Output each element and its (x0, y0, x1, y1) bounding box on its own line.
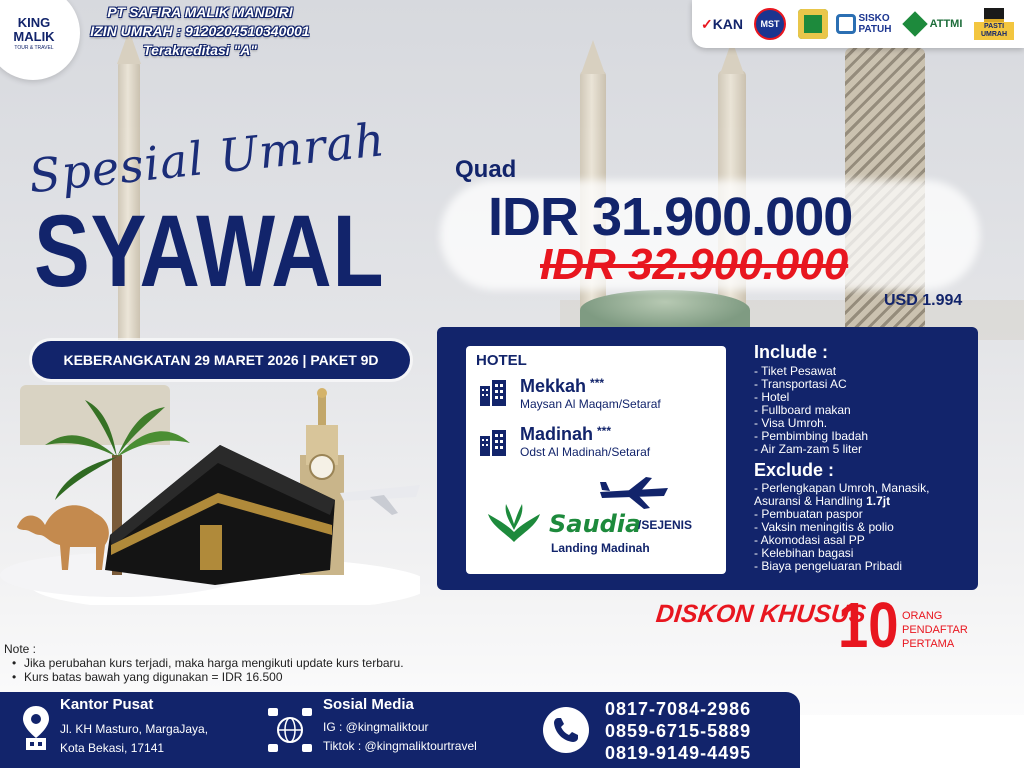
hotel-name-mekkah: Maysan Al Maqam/Setaraf (520, 397, 661, 411)
price-usd: USD 1.994 (884, 292, 963, 309)
building-icon (478, 378, 508, 406)
kaaba-illustration (0, 385, 420, 605)
phone-icon (543, 707, 589, 753)
include-list (754, 365, 868, 456)
social-heading: Sosial Media (323, 696, 414, 713)
price-current: IDR 31.900.000 (488, 187, 853, 247)
list-item: - Perlengkapan Umroh, Manasik, (754, 481, 930, 495)
hotel-city-madinah: Madinah *** (520, 424, 612, 444)
price-original: IDR 32.900.000 (540, 240, 849, 289)
office-address: Jl. KH Masturo, MargaJaya, Kota Bekasi, 17141 (60, 722, 209, 755)
pasti-umrah-logo: PASTI UMRAH (974, 8, 1014, 40)
hotel-city-mekkah: Mekkah *** (520, 376, 605, 396)
list-item: - Tiket Pesawat (754, 364, 837, 378)
hotel-name-madinah: Odst Al Madinah/Setaraf (520, 445, 651, 459)
airline-name: Saudia (549, 510, 642, 538)
airplane-icon (598, 476, 670, 510)
phone-numbers (605, 698, 751, 764)
list-item: - Air Zam-zam 5 liter (754, 442, 863, 456)
list-item: - Fullboard makan (754, 403, 851, 417)
saudia-logo-icon (486, 502, 542, 544)
exclude-heading: Exclude : (754, 460, 835, 480)
location-pin-icon (20, 704, 52, 752)
list-item: - Kelebihan bagasi (754, 546, 854, 560)
script-title: Spesial Umrah (26, 112, 388, 204)
notes-list (24, 656, 404, 684)
logo-line-1: KING (17, 15, 51, 30)
room-type: Quad (455, 156, 517, 183)
list-item: - Pembuatan paspor (754, 507, 863, 521)
list-item: Asuransi & Handling 1.7jt (754, 494, 891, 508)
landing-info: Landing Madinah (551, 541, 650, 555)
logo-line-3: TOUR & TRAVEL (14, 45, 54, 51)
logo-line-2: MALIK (13, 29, 55, 44)
list-item: - Vaksin meningitis & polio (754, 520, 894, 534)
instagram-handle[interactable]: IG : @kingmaliktour (323, 720, 429, 734)
sisko-patuh-logo: SISKO PATUH (834, 8, 898, 40)
company-name: PT SAFIRA MALIK MANDIRI (107, 4, 293, 20)
discount-label: DISKON KHUSUS (654, 600, 868, 628)
tiktok-handle[interactable]: Tiktok : @kingmaliktourtravel (323, 739, 477, 753)
note-item: • Kurs batas bawah yang digunakan = IDR 16.500 (24, 670, 404, 684)
social-media-icon (266, 706, 314, 754)
company-license: IZIN UMRAH : 9120204510340001 (90, 23, 310, 39)
phone-number[interactable]: 0859-6715-5889 (605, 721, 752, 741)
building-icon (478, 428, 508, 456)
departure-badge: KEBERANGKATAN 29 MARET 2026 | PAKET 9D (32, 341, 410, 379)
list-item: - Transportasi AC (754, 377, 847, 391)
kan-logo: ✓ KAN (700, 15, 744, 32)
attmi-logo: ATTMI (902, 8, 966, 40)
phone-number[interactable]: 0817-7084-2986 (605, 699, 752, 719)
include-heading: Include : (754, 342, 829, 362)
company-info (90, 3, 310, 60)
logo-text (4, 16, 64, 52)
note-item: • Jika perubahan kurs terjadi, maka harga mengikuti update kurs terbaru. (24, 656, 404, 670)
kemenag-logo (796, 8, 830, 40)
main-title: SYAWAL (34, 194, 385, 308)
mst-logo: MST (750, 8, 790, 40)
handling-fee: 1.7jt (866, 494, 891, 508)
list-item: - Hotel (754, 390, 790, 404)
discount-terms: ORANG PENDAFTAR PERTAMA (902, 610, 968, 650)
notes-heading: Note : (4, 642, 37, 656)
list-item: - Akomodasi asal PP (754, 533, 865, 547)
exclude-list (754, 482, 929, 573)
hotel-heading: HOTEL (476, 352, 527, 369)
company-accreditation: Terakreditasi "A" (143, 42, 257, 58)
certification-bar (692, 0, 1024, 48)
discount-count: 10 (838, 589, 899, 661)
airline-suffix: /SEJENIS (638, 518, 693, 532)
social-links (323, 718, 477, 756)
list-item: - Pembimbing Ibadah (754, 429, 869, 443)
phone-number[interactable]: 0819-9149-4495 (605, 743, 752, 763)
list-item: - Visa Umroh. (754, 416, 828, 430)
office-heading: Kantor Pusat (60, 696, 154, 713)
list-item: - Biaya pengeluaran Pribadi (754, 559, 903, 573)
